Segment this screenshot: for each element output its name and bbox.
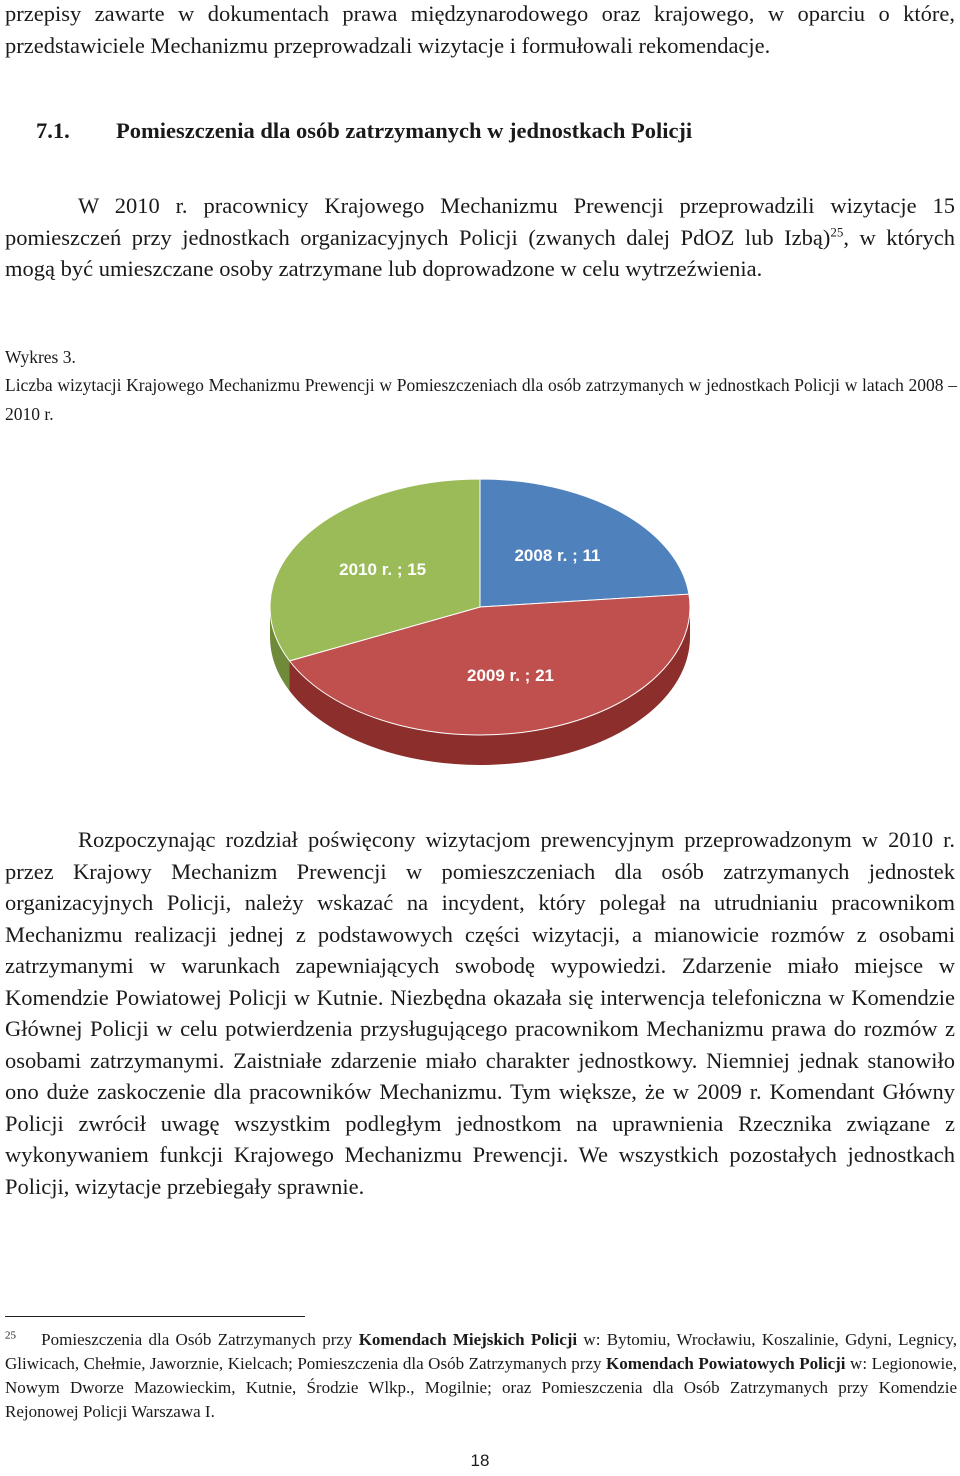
pie-slices <box>270 479 690 735</box>
paragraph-incident: Rozpoczynając rozdział poświęcony wizytacjom prewencyjnym przeprowadzonym w 2010 r. przez Krajowy Mechanizm Prewencji w pomieszczeniach dla osób zatrzymanych jednostek organizacyjnych Policji, należy wskazać na incydent, który polegał na utrudnianiu pracownikom Mechanizmu realizacji jednej z podstawowych części wizytacji, a mianowicie rozmów z osobami zatrzymanymi w warunkach zapewniających swobodę wypowiedzi. Zdarzenie miało miejsce w Komendzie Powiatowej Policji w Kutnie. Niezbędna okazała się interwencja telefoniczna w Komendzie Głównej Policji w celu potwierdzenia przysługującego pracownikom Mechanizmu prawa do rozmów z osobami zatrzymanymi. Zaistniałe zdarzenie miało charakter jednostkowy. Niemniej jednak stanowiło ono duże zaskoczenie dla pracowników Mechanizmu. Tym większe, że w 2009 r. Komendant Główny Policji zwrócił uwagę wszystkim podległym jednostkom na uprawnienia Rzecznika związane z wykonywaniem funkcji Krajowego Mechanizmu Prewencji. We wszystkich pozostałych jednostkach Policji, wizytacje przebiegały sprawnie. <box>5 827 955 1199</box>
section-title: Pomieszczenia dla osób zatrzymanych w jednostkach Policji <box>116 118 693 143</box>
figure-caption: Liczba wizytacji Krajowego Mechanizmu Prewencji w Pomieszczeniach dla osób zatrzymanych w jednostkach Policji w latach 2008 – 2010 r. <box>5 375 957 424</box>
footnote-bold-1: Komendach Miejskich Policji <box>358 1330 578 1349</box>
footnote <box>5 1328 957 1424</box>
footnote-text-3: w: Legionowie, Nowym Dworze Mazowieckim, Kutnie, Środzie Wlkp., Mogilnie; oraz Pomieszczenia dla Osób Zatrzymanych przy Komendzie Rejonowej Policji Warszawa I. <box>5 1354 958 1421</box>
pie-label-2008: 2008 r. ; 11 <box>514 545 601 565</box>
section-heading <box>36 118 692 144</box>
pie-label-2010: 2010 r. ; 15 <box>339 560 427 580</box>
section-number: 7.1. <box>36 118 70 143</box>
page-number: 18 <box>470 1451 490 1470</box>
footnote-bold-2: Komendach Powiatowych Policji <box>606 1354 846 1373</box>
footnote-separator <box>5 1316 305 1317</box>
paragraph-visits-2010 <box>5 190 955 285</box>
footnote-text-1: Pomieszczenia dla Osób Zatrzymanych przy <box>41 1330 359 1349</box>
paragraph-text-before: W 2010 r. pracownicy Krajowego Mechanizmu Prewencji przeprowadzili wizytacje 15 pomieszczeń przy jednostkach organizacyjnych Policji (zwanych dalej PdOZ lub Izbą) <box>5 193 955 250</box>
pie-slice-2008 <box>480 479 689 607</box>
footnote-number: 25 <box>5 1329 16 1342</box>
footnote-reference: 25 <box>830 224 844 239</box>
intro-paragraph: przepisy zawarte w dokumentach prawa międzynarodowego oraz krajowego, w oparciu o które, przedstawiciele Mechanizmu przeprowadzali wizytacje i formułowali rekomendacje. <box>5 1 955 58</box>
pie-label-2009: 2009 r. ; 21 <box>467 665 554 685</box>
paragraph-text-after: , w których mogą być umieszczane osoby zatrzymane lub doprowadzone w celu wytrzeźwienia. <box>5 224 955 281</box>
figure-label: Wykres 3. <box>5 347 76 367</box>
pie-chart <box>262 472 698 782</box>
footnote-text-2: w: Bytomiu, Wrocławiu, Koszalinie, Gdyni, Legnicy, Gliwicach, Chełmie, Jaworznie, Kielcach; Pomieszczenia dla Osób Zatrzymanych przy <box>5 1330 957 1373</box>
